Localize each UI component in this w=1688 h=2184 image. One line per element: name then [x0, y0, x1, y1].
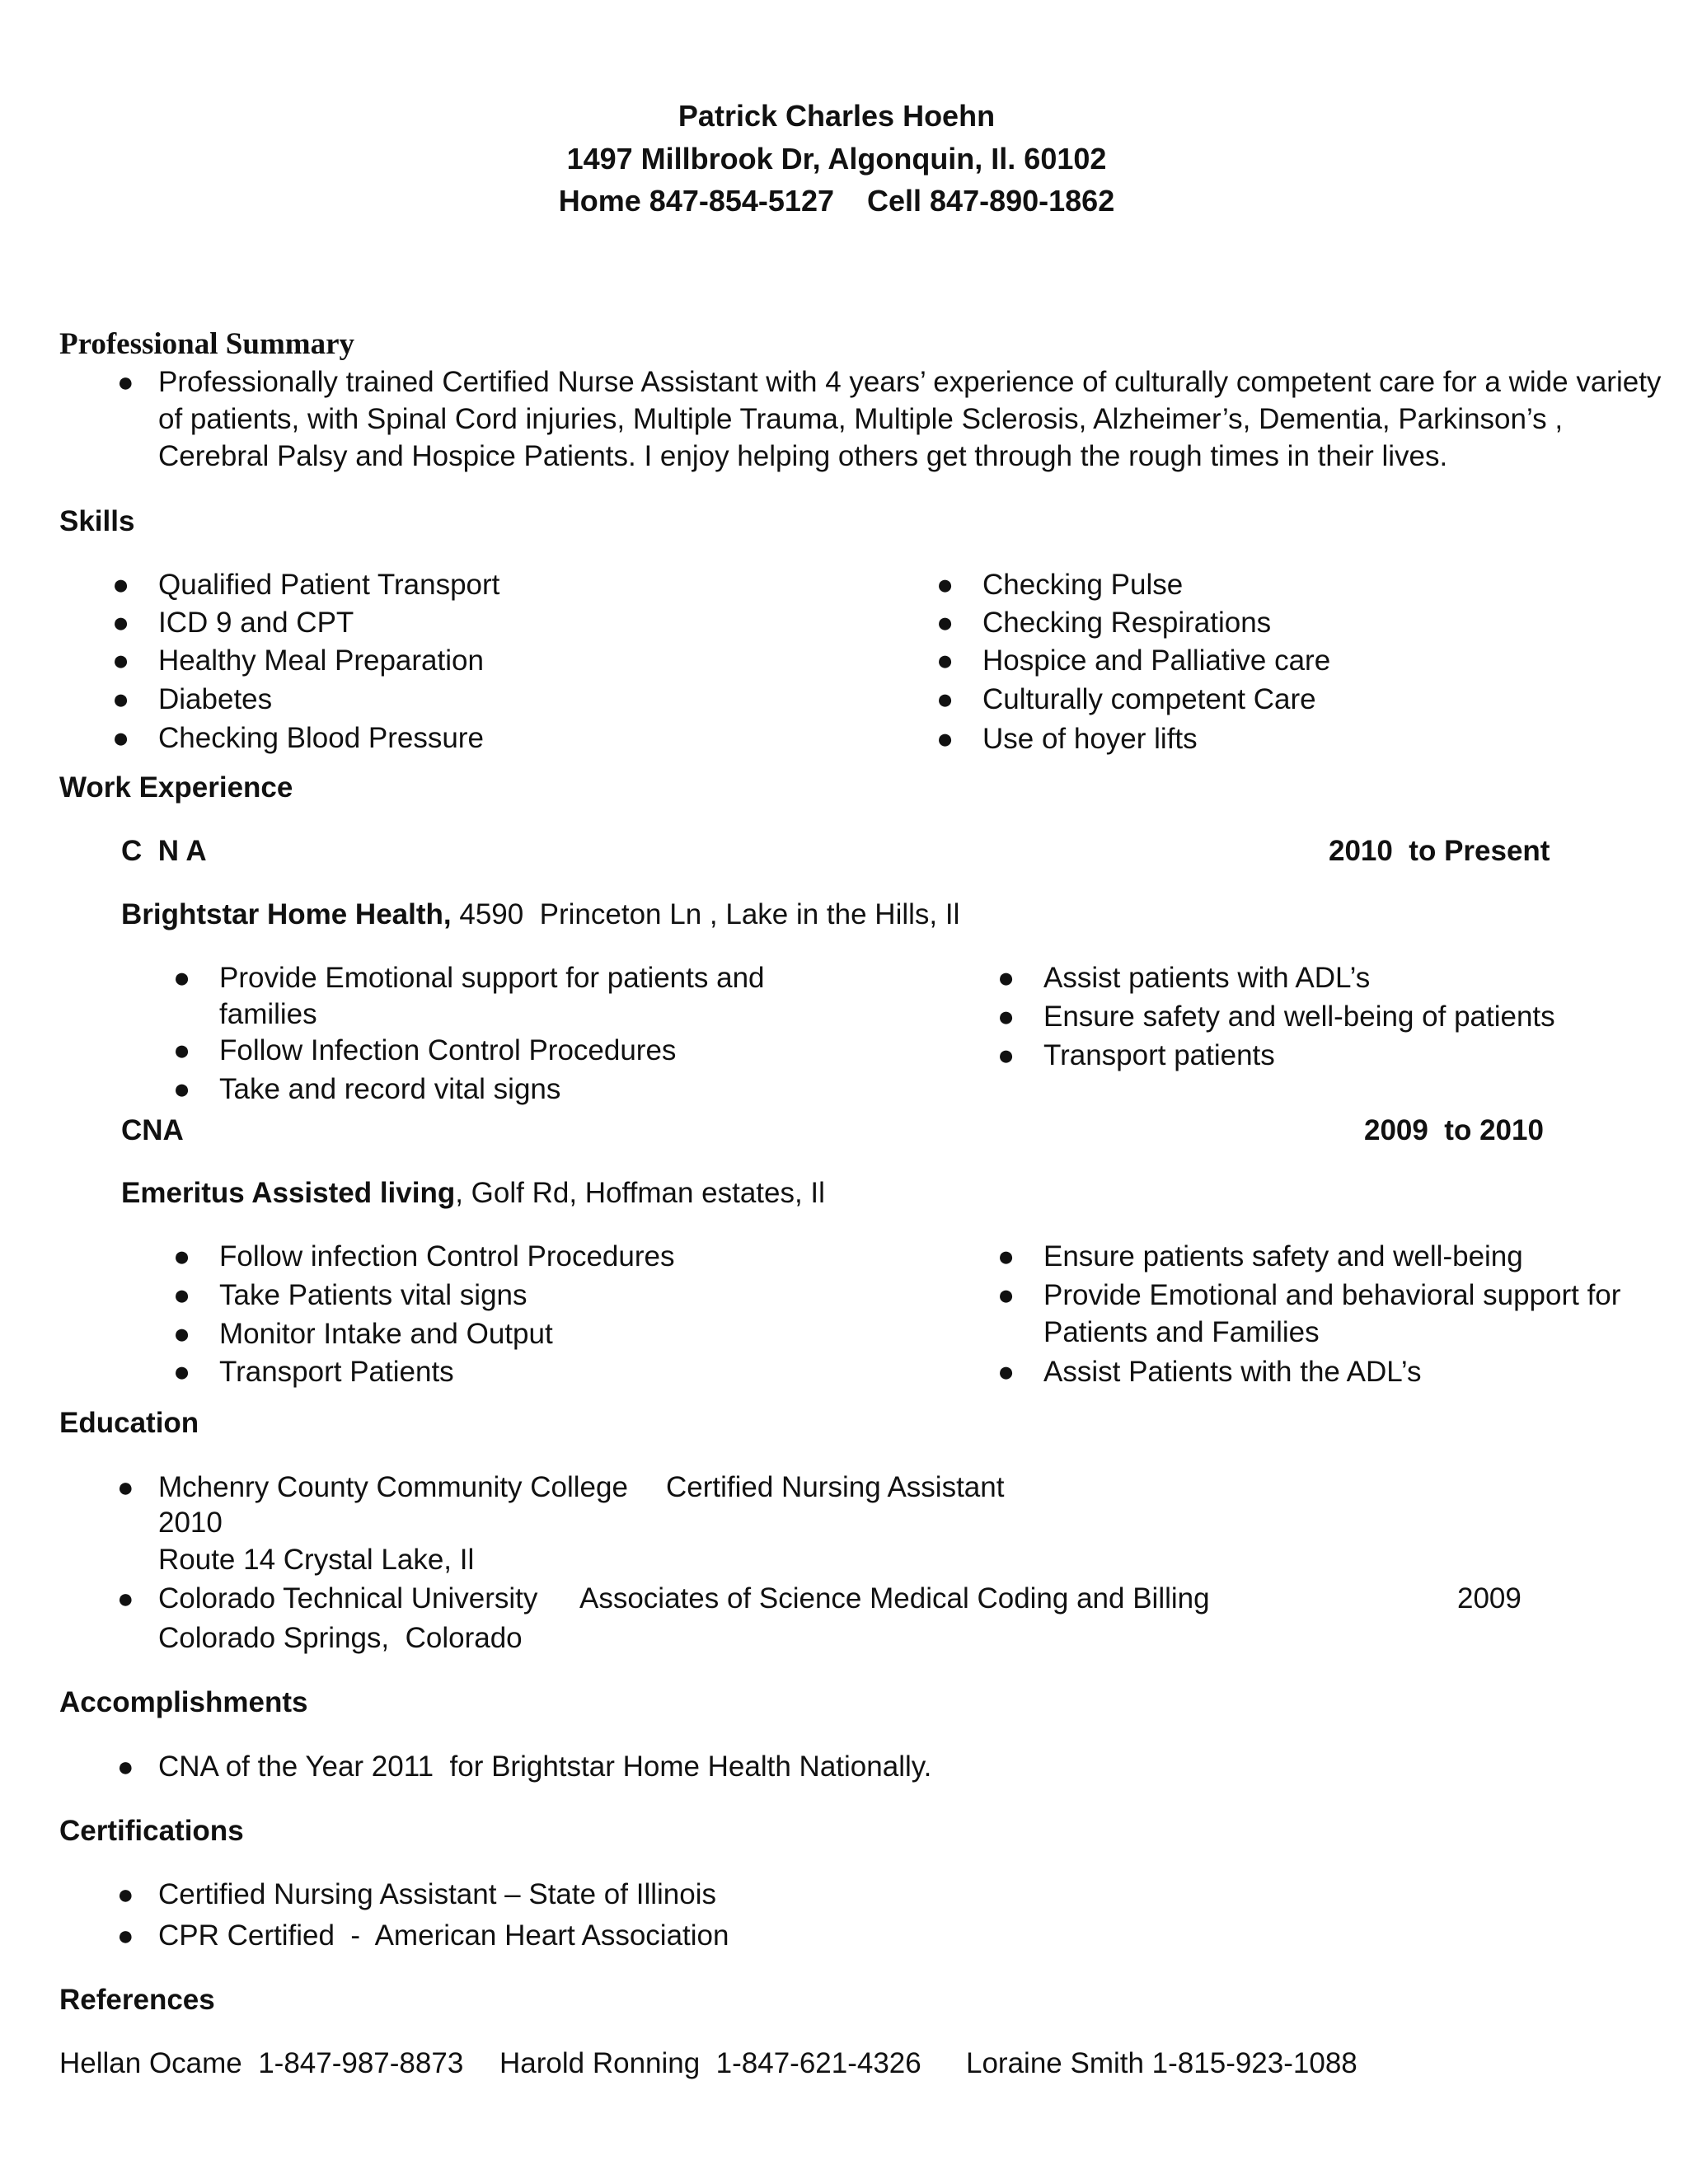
summary-line: of patients, with Spinal Cord injuries, Multiple Trauma, Multiple Sclerosis, Alzheimer’s, Dementia, Parkinson’s , [158, 403, 1564, 435]
education-degree: Certified Nursing Assistant [666, 1471, 1005, 1503]
section-heading-certifications: Certifications [59, 1815, 244, 1847]
bullet-icon: ● [173, 1034, 191, 1066]
list-item: ● Take and record vital signs [219, 1071, 765, 1108]
job-duties-right [997, 1238, 1621, 1391]
list-item: ● ICD 9 and CPT [158, 604, 499, 642]
section-heading-education: Education [59, 1407, 199, 1439]
list-item: Patients and Families [1043, 1316, 1320, 1348]
list-item: ● Assist Patients with the ADL’s [1043, 1353, 1620, 1391]
list-item: ● Monitor Intake and Output [219, 1315, 674, 1353]
bullet-icon: ● [173, 1356, 191, 1388]
education-degree: Associates of Science Medical Coding and Billing [579, 1582, 1210, 1615]
bullet-icon: ● [173, 1073, 191, 1105]
job-title: C N A [121, 835, 207, 867]
reference-item: Loraine Smith 1-815-923-1088 [966, 2047, 1357, 2079]
bullet-icon: ● [936, 723, 954, 755]
list-item: ● Ensure safety and well-being of patients [1043, 998, 1555, 1037]
summary-line: Cerebral Palsy and Hospice Patients. I enjoy helping others get through the rough times in their lives. [158, 440, 1448, 472]
list-item: ● Follow infection Control Procedures [219, 1238, 674, 1277]
bullet-icon: ● [117, 1920, 134, 1952]
skills-list-right [936, 566, 1331, 758]
job-duties-left [173, 1238, 675, 1391]
bullet-icon: ● [117, 1879, 134, 1910]
bullet-icon: ● [936, 644, 954, 677]
resume-phones: Home 847-854-5127 Cell 847-890-1862 [558, 184, 1115, 218]
accomplishment-item: CNA of the Year 2011 for Brightstar Home Health Nationally. [158, 1750, 932, 1783]
section-heading-work: Work Experience [59, 771, 293, 804]
bullet-icon: ● [173, 1318, 191, 1350]
employer-name: Emeritus Assisted living [121, 1177, 456, 1209]
education-location: Route 14 Crystal Lake, Il [158, 1544, 475, 1576]
job-employer-line [121, 896, 959, 934]
job-employer-line [121, 1174, 825, 1212]
section-heading-summary: Professional Summary [59, 327, 355, 361]
list-item: ● Checking Pulse [982, 566, 1330, 604]
reference-item: Harold Ronning 1-847-621-4326 [499, 2047, 921, 2079]
resume-name: Patrick Charles Hoehn [678, 99, 996, 133]
bullet-icon: ● [173, 962, 191, 994]
list-item: ● Use of hoyer lifts [982, 720, 1330, 758]
list-item: ● Transport Patients [219, 1353, 674, 1391]
list-item: ● Hospice and Palliative care [982, 642, 1330, 681]
education-year: 2010 [158, 1507, 223, 1539]
bullet-icon: ● [936, 683, 954, 715]
employer-location: , Golf Rd, Hoffman estates, Il [455, 1177, 825, 1209]
skills-list-left [112, 566, 500, 757]
bullet-icon: ● [112, 607, 130, 639]
bullet-icon: ● [997, 1001, 1015, 1033]
list-item: ● Provide Emotional and behavioral support for [1043, 1277, 1620, 1314]
bullet-icon: ● [112, 569, 130, 601]
job-duties-left [173, 959, 765, 1108]
education-location: Colorado Springs, Colorado [158, 1622, 523, 1654]
bullet-icon: ● [936, 569, 954, 601]
list-item: ● Ensure patients safety and well-being [1043, 1238, 1620, 1277]
list-item: ● Assist patients with ADL’s [1043, 959, 1555, 998]
bullet-icon: ● [997, 1279, 1015, 1311]
resume-address: 1497 Millbrook Dr, Algonquin, Il. 60102 [566, 142, 1107, 176]
bullet-icon: ● [117, 367, 134, 398]
bullet-icon: ● [117, 1583, 134, 1615]
bullet-icon: ● [997, 962, 1015, 994]
list-item: ● Diabetes [158, 681, 499, 719]
section-heading-references: References [59, 1984, 215, 2016]
list-item: ● Checking Blood Pressure [158, 719, 499, 757]
bullet-icon: ● [112, 683, 130, 715]
bullet-icon: ● [997, 1240, 1015, 1272]
bullet-icon: ● [173, 1240, 191, 1272]
summary-line: Professionally trained Certified Nurse Assistant with 4 years’ experience of culturally competent care for a wide variety [158, 366, 1662, 398]
bullet-icon: ● [173, 1279, 191, 1311]
job-dates: 2009 to 2010 [1364, 1114, 1544, 1146]
list-item: ● Culturally competent Care [982, 681, 1330, 720]
certification-item: Certified Nursing Assistant – State of Illinois [158, 1878, 716, 1910]
section-heading-skills: Skills [59, 505, 135, 537]
reference-item: Hellan Ocame 1-847-987-8873 [59, 2047, 464, 2079]
list-item: ● Checking Respirations [982, 604, 1330, 642]
list-item: families [219, 998, 317, 1030]
bullet-icon: ● [112, 722, 130, 754]
list-item: ● Follow Infection Control Procedures [219, 1032, 765, 1071]
list-item: ● Take Patients vital signs [219, 1277, 674, 1315]
bullet-icon: ● [997, 1039, 1015, 1071]
list-item: ● Transport patients [1043, 1037, 1555, 1075]
list-item: ● Provide Emotional support for patients and [219, 959, 765, 996]
employer-name: Brightstar Home Health, [121, 898, 452, 930]
job-dates: 2010 to Present [1329, 835, 1550, 867]
job-title: CNA [121, 1114, 184, 1146]
bullet-icon: ● [112, 644, 130, 677]
employer-location: 4590 Princeton Ln , Lake in the Hills, Il [451, 898, 960, 930]
bullet-icon: ● [936, 607, 954, 639]
education-year: 2009 [1457, 1582, 1522, 1615]
bullet-icon: ● [117, 1472, 134, 1503]
bullet-icon: ● [997, 1356, 1015, 1388]
bullet-icon: ● [117, 1751, 134, 1783]
education-school: Mchenry County Community College [158, 1471, 628, 1503]
list-item: ● Qualified Patient Transport [158, 566, 499, 604]
job-duties-right [997, 959, 1555, 1075]
list-item: ● Healthy Meal Preparation [158, 642, 499, 681]
section-heading-accomplishments: Accomplishments [59, 1686, 308, 1718]
education-school: Colorado Technical University [158, 1582, 538, 1615]
certification-item: CPR Certified - American Heart Association [158, 1919, 729, 1952]
